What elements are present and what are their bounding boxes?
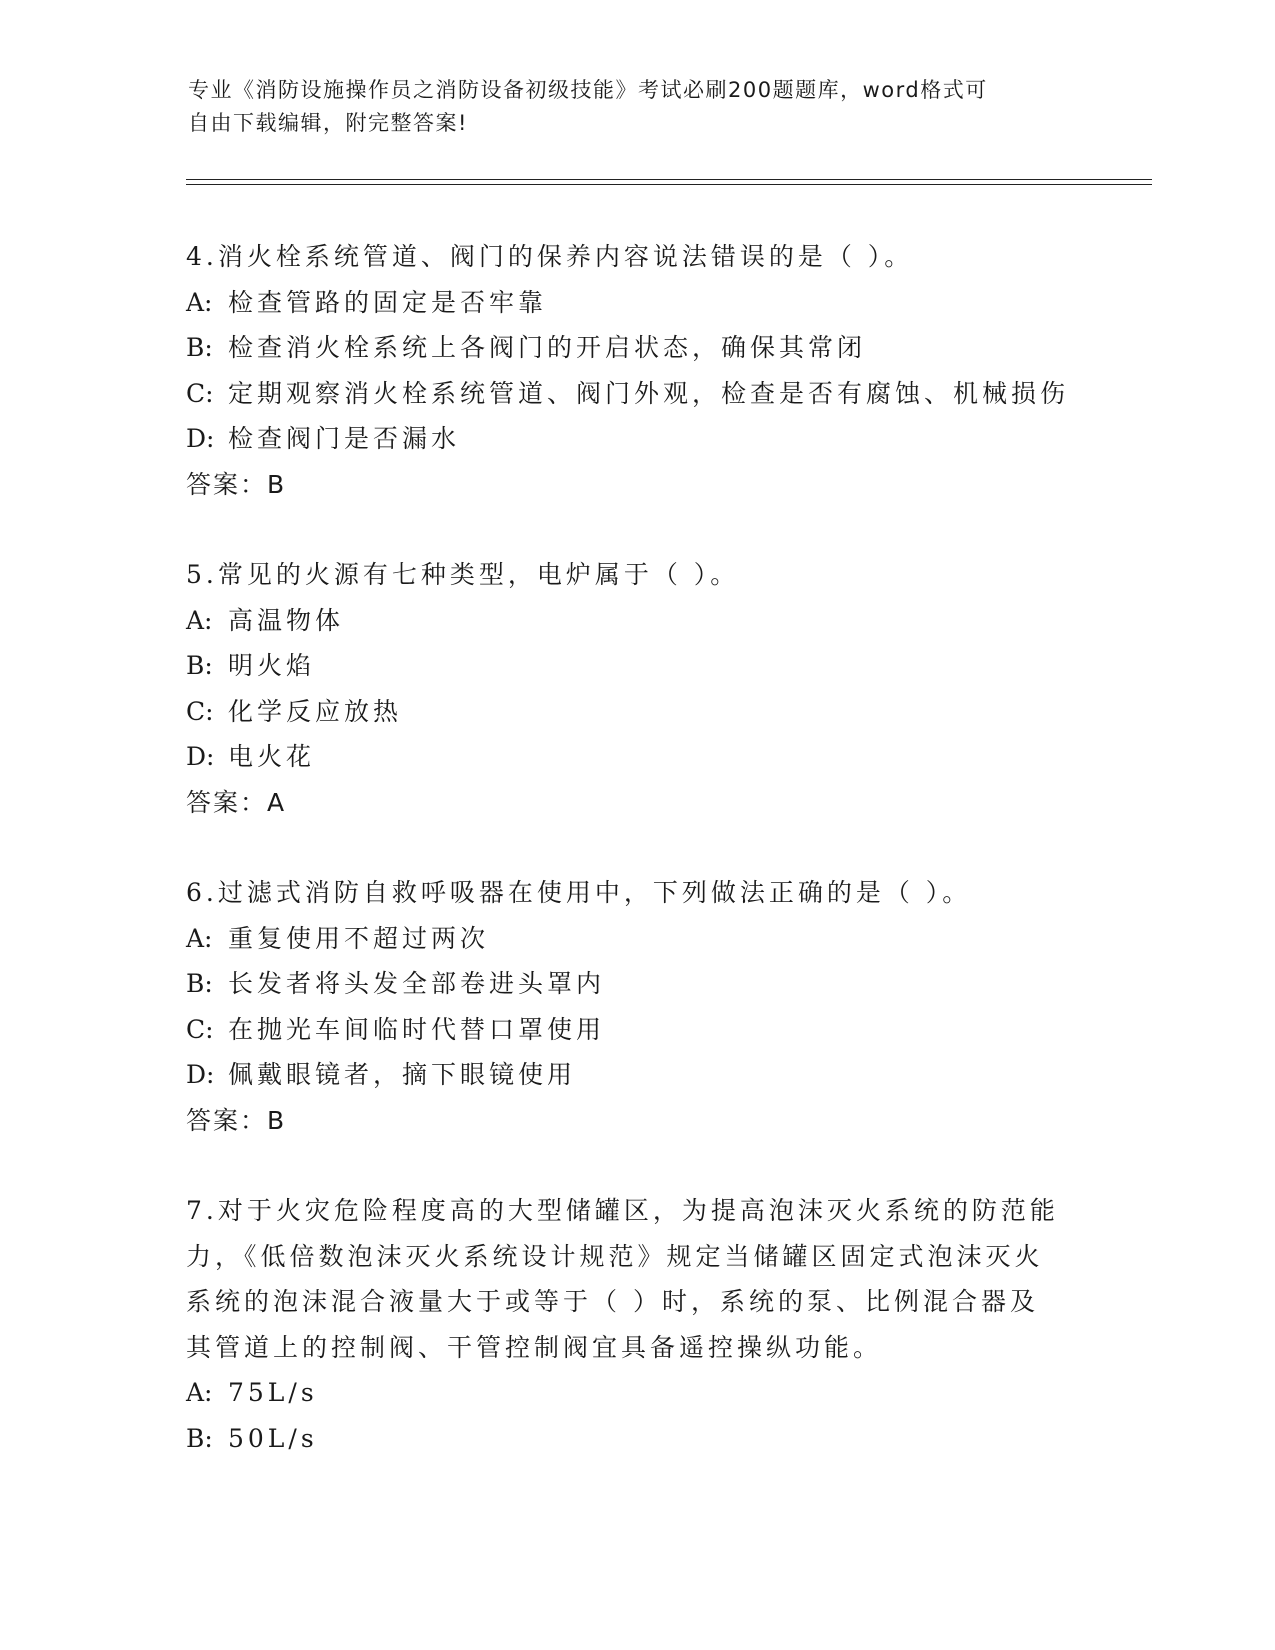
option-b [186,1416,1086,1462]
option-text: 检查管路的固定是否牢靠 [228,287,548,317]
option-b [186,643,1086,689]
question-list [186,234,1086,1506]
header-divider-bottom [186,184,1152,185]
option-c [186,1007,1086,1053]
document-header [188,74,1068,140]
question-5 [186,552,1086,825]
question-stem: 6.过滤式消防自救呼吸器在使用中，下列做法正确的是（ ）。 [186,878,972,907]
question-7 [186,1188,1086,1461]
answer-line: 答案：B [186,469,287,499]
option-letter: C: [186,1014,214,1044]
option-text: 检查消火栓系统上各阀门的开启状态，确保其常闭 [228,333,867,362]
option-letter: A: [186,923,213,953]
option-text: 75L/s [228,1378,318,1407]
option-letter: B: [186,333,213,362]
answer-line: 答案：B [186,1105,287,1135]
answer-line: 答案：A [186,787,287,817]
question-stem-line-3: 系统的泡沫混合液量大于或等于（ ）时，系统的泵、比例混合器及 [186,1287,1039,1316]
option-letter: B: [186,651,213,680]
option-letter: D: [186,1060,215,1089]
option-letter: D: [186,742,215,771]
option-text: 在抛光车间临时代替口罩使用 [228,1014,606,1044]
option-letter: B: [186,969,213,998]
option-letter: A: [186,605,213,635]
option-d [186,1052,1086,1098]
header-line-2: 自由下载编辑，附完整答案! [188,111,468,135]
option-text: 重复使用不超过两次 [228,923,490,953]
option-text: 高温物体 [228,605,345,635]
option-b [186,325,1086,371]
option-letter: C: [186,696,214,726]
header-line-1: 专业《消防设施操作员之消防设备初级技能》考试必刷200题题库，word格式可 [188,78,988,102]
option-text: 长发者将头发全部卷进头罩内 [228,969,606,998]
option-text: 佩戴眼镜者，摘下眼镜使用 [228,1060,577,1089]
option-a [186,280,1086,326]
option-letter: A: [186,1378,213,1407]
question-stem: 5.常见的火源有七种类型，电炉属于（ ）。 [186,560,740,589]
option-letter: C: [186,378,214,408]
option-text: 化学反应放热 [228,696,403,726]
option-text: 明火焰 [228,651,316,680]
option-b [186,961,1086,1007]
option-letter: D: [186,424,215,453]
option-text: 电火花 [228,742,316,771]
header-divider-top [186,179,1152,180]
question-4 [186,234,1086,507]
option-a [186,598,1086,644]
option-text: 50L/s [228,1423,318,1453]
option-c [186,689,1086,735]
option-c [186,371,1086,417]
question-stem: 4.消火栓系统管道、阀门的保养内容说法错误的是（ ）。 [186,242,914,271]
option-letter: A: [186,287,213,317]
option-d [186,416,1086,462]
question-stem-line-1: 7.对于火灾危险程度高的大型储罐区，为提高泡沫灭火系统的防范能 [186,1196,1059,1225]
question-stem-line-4: 其管道上的控制阀、干管控制阀宜具备遥控操纵功能。 [186,1332,883,1362]
option-a [186,1370,1086,1416]
question-stem-line-2: 力，《低倍数泡沫灭火系统设计规范》规定当储罐区固定式泡沫灭火 [186,1241,1044,1271]
question-6 [186,870,1086,1143]
option-d [186,734,1086,780]
option-letter: B: [186,1423,213,1453]
option-text: 定期观察消火栓系统管道、阀门外观，检查是否有腐蚀、机械损伤 [228,378,1070,408]
option-text: 检查阀门是否漏水 [228,424,461,453]
option-a [186,916,1086,962]
